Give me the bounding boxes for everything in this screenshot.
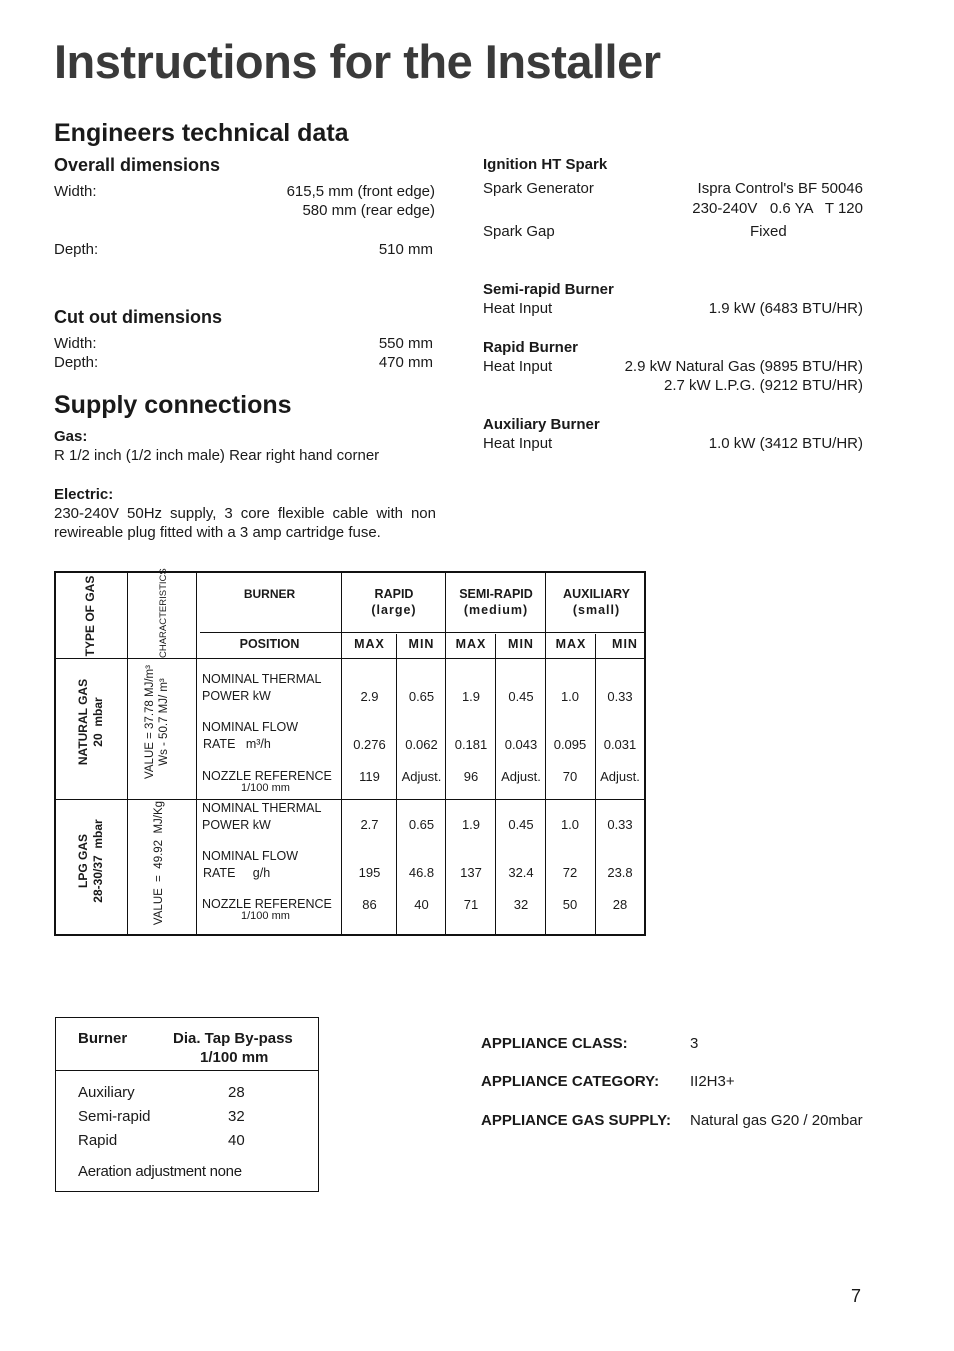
cutout-width-value: 550 mm bbox=[378, 335, 433, 352]
table-cell: 137 bbox=[460, 865, 482, 880]
table-cell: 23.8 bbox=[607, 865, 633, 880]
rapid-label: Heat Input bbox=[483, 358, 553, 375]
electric-text-line2: rewireable plug fitted with a 3 amp cartridge fuse. bbox=[54, 524, 381, 541]
table-vline bbox=[396, 634, 397, 934]
table-vline bbox=[495, 634, 496, 934]
cutout-dimensions-heading: Cut out dimensions bbox=[54, 307, 222, 327]
rapid-col-sub: (large) bbox=[371, 603, 417, 617]
burner-header: BURNER bbox=[243, 587, 296, 601]
cutout-depth-value: 470 mm bbox=[378, 354, 433, 371]
table-cell: 0.031 bbox=[603, 737, 637, 752]
rate-label: RATE g/h bbox=[203, 866, 271, 880]
table-cell: 2.7 bbox=[360, 817, 379, 832]
min-header: MIN bbox=[508, 637, 534, 651]
overall-width-label: Width: bbox=[54, 183, 97, 200]
table-cell: 0.062 bbox=[405, 737, 438, 752]
power-kw-label: POWER kW bbox=[202, 689, 271, 703]
nominal-flow-label: NOMINAL FLOW bbox=[202, 849, 299, 863]
max-header: MAX bbox=[354, 637, 385, 651]
burner-data-table bbox=[54, 568, 646, 936]
type-of-gas-header: TYPE OF GAS bbox=[83, 575, 97, 657]
cutout-depth-label: Depth: bbox=[54, 354, 99, 371]
table-cell: 1.0 bbox=[560, 817, 580, 832]
rate-label: RATE m³/h bbox=[203, 737, 271, 751]
auxiliary-col-sub: (small) bbox=[572, 603, 621, 617]
semi-rapid-value: 1.9 kW (6483 BTU/HR) bbox=[708, 300, 863, 317]
table-cell: 0.276 bbox=[353, 737, 386, 752]
table-cell: 0.33 bbox=[607, 817, 633, 832]
bypass-row-burner: Semi-rapid bbox=[78, 1108, 151, 1125]
table-cell: 0.65 bbox=[408, 817, 435, 832]
overall-width-front: 615,5 mm (front edge) bbox=[286, 183, 435, 200]
supply-connections-heading: Supply connections bbox=[54, 391, 292, 419]
spark-gap-value: Fixed bbox=[750, 223, 787, 240]
auxiliary-label: Heat Input bbox=[483, 435, 553, 452]
nozzle-reference-label: NOZZLE REFERENCE bbox=[202, 769, 332, 783]
spark-generator-value: Ispra Control's BF 50046 bbox=[697, 180, 863, 197]
section-title: Engineers technical data bbox=[54, 119, 349, 147]
min-header: MIN bbox=[612, 637, 638, 651]
table-hline bbox=[200, 632, 644, 633]
overall-width-rear: 580 mm (rear edge) bbox=[302, 202, 435, 219]
semi-rapid-heading: Semi-rapid Burner bbox=[483, 281, 614, 298]
table-cell: 28 bbox=[612, 897, 628, 912]
nominal-thermal-label: NOMINAL THERMAL bbox=[202, 672, 322, 686]
appliance-category-value: II2H3+ bbox=[690, 1073, 735, 1090]
table-cell: 72 bbox=[562, 865, 578, 880]
nozzle-unit-label: 1/100 mm bbox=[241, 910, 290, 922]
table-cell: 0.45 bbox=[508, 689, 534, 704]
table-cell: 0.181 bbox=[454, 737, 488, 752]
table-cell: 46.8 bbox=[408, 865, 435, 880]
lpg-value: VALUE = 49.92 MJ/Kg bbox=[153, 800, 165, 926]
bypass-dia-header: Dia. Tap By-pass bbox=[173, 1030, 293, 1047]
electric-text-line1: 230-240V 50Hz supply, 3 core flexible cable with non bbox=[54, 505, 436, 522]
table-vline bbox=[341, 573, 342, 934]
appliance-class-label: APPLIANCE CLASS: bbox=[481, 1035, 628, 1052]
aeration-note: Aeration adjustment none bbox=[78, 1163, 242, 1180]
table-cell: 1.9 bbox=[461, 817, 481, 832]
nominal-flow-label: NOMINAL FLOW bbox=[202, 720, 299, 734]
auxiliary-col-header: AUXILIARY bbox=[563, 587, 630, 601]
table-cell: 96 bbox=[463, 769, 479, 784]
appliance-gas-supply-value: Natural gas G20 / 20mbar bbox=[690, 1112, 863, 1129]
lpg-gas-label: LPG GAS 28-30/37 mbar bbox=[76, 819, 105, 903]
gas-text: R 1/2 inch (1/2 inch male) Rear right hand corner bbox=[54, 447, 380, 464]
semi-rapid-col-header: SEMI-RAPID bbox=[459, 587, 533, 601]
table-cell: 86 bbox=[362, 897, 377, 912]
page-title: Instructions for the Installer bbox=[54, 35, 661, 88]
table-cell: 32.4 bbox=[508, 865, 534, 880]
table-cell: 195 bbox=[358, 865, 381, 880]
rapid-value-ng: 2.9 kW Natural Gas (9895 BTU/HR) bbox=[624, 358, 863, 375]
table-cell: 71 bbox=[463, 897, 479, 912]
table-cell: 0.095 bbox=[553, 737, 587, 752]
table-cell: 119 bbox=[359, 769, 380, 784]
electric-label: Electric: bbox=[54, 486, 114, 503]
table-cell: 2.9 bbox=[360, 689, 379, 704]
rapid-heading: Rapid Burner bbox=[483, 339, 579, 356]
ignition-heading: Ignition HT Spark bbox=[483, 156, 608, 173]
spark-generator-rating: 230-240V 0.6 YA T 120 bbox=[692, 200, 863, 217]
max-header: MAX bbox=[555, 637, 587, 651]
table-vline bbox=[445, 573, 446, 934]
overall-depth-value: 510 mm bbox=[378, 241, 433, 258]
spark-gap-label: Spark Gap bbox=[483, 223, 555, 240]
bypass-row-value: 28 bbox=[228, 1084, 245, 1101]
auxiliary-value: 1.0 kW (3412 BTU/HR) bbox=[708, 435, 863, 452]
table-cell: 32 bbox=[513, 897, 529, 912]
semi-rapid-label: Heat Input bbox=[483, 300, 553, 317]
table-vline bbox=[545, 573, 546, 934]
position-header: POSITION bbox=[239, 637, 300, 651]
table-vline bbox=[196, 573, 197, 934]
table-cell: 1.9 bbox=[461, 689, 481, 704]
gas-label: Gas: bbox=[54, 428, 88, 445]
natural-gas-value: VALUE = 37.78 MJ/m³ Ws - 50.7 MJ/ m³ bbox=[144, 665, 170, 779]
max-header: MAX bbox=[455, 637, 487, 651]
nominal-thermal-label: NOMINAL THERMAL bbox=[202, 801, 322, 815]
bypass-unit-header: 1/100 mm bbox=[200, 1049, 269, 1066]
table-vline bbox=[127, 573, 128, 934]
bypass-row-value: 40 bbox=[228, 1132, 245, 1149]
table-cell: Adjust. bbox=[501, 769, 541, 784]
auxiliary-heading: Auxiliary Burner bbox=[483, 416, 600, 433]
overall-depth-label: Depth: bbox=[54, 241, 99, 258]
appliance-class-value: 3 bbox=[690, 1035, 699, 1052]
characteristics-header: CHARACTERISTICS bbox=[158, 568, 169, 658]
table-cell: 0.45 bbox=[508, 817, 534, 832]
table-cell: 50 bbox=[562, 897, 578, 912]
bypass-table bbox=[55, 1017, 319, 1192]
nozzle-reference-label: NOZZLE REFERENCE bbox=[202, 897, 332, 911]
rapid-value-lpg: 2.7 kW L.P.G. (9212 BTU/HR) bbox=[664, 377, 863, 394]
page-number: 7 bbox=[851, 1286, 862, 1306]
cutout-width-label: Width: bbox=[54, 335, 97, 352]
appliance-category-label: APPLIANCE CATEGORY: bbox=[481, 1073, 660, 1090]
table-cell: Adjust. bbox=[600, 769, 640, 784]
table-hline bbox=[56, 799, 644, 800]
bypass-divider bbox=[56, 1070, 318, 1071]
table-vline bbox=[595, 634, 596, 934]
bypass-row-value: 32 bbox=[228, 1108, 245, 1125]
nozzle-unit-label: 1/100 mm bbox=[241, 782, 290, 794]
spark-generator-label: Spark Generator bbox=[483, 180, 594, 197]
table-cell: 0.33 bbox=[607, 689, 633, 704]
table-cell: 0.65 bbox=[408, 689, 435, 704]
rapid-col-header: RAPID bbox=[374, 587, 414, 601]
table-cell: Adjust. bbox=[401, 769, 442, 784]
natural-gas-label: NATURAL GAS 20 mbar bbox=[76, 678, 105, 766]
table-cell: 1.0 bbox=[560, 689, 580, 704]
min-header: MIN bbox=[408, 637, 435, 651]
bypass-row-burner: Rapid bbox=[78, 1132, 118, 1149]
table-cell: 70 bbox=[562, 769, 578, 784]
table-cell: 0.043 bbox=[504, 737, 538, 752]
bypass-row-burner: Auxiliary bbox=[78, 1084, 135, 1101]
appliance-gas-supply-label: APPLIANCE GAS SUPPLY: bbox=[481, 1112, 672, 1129]
table-cell: 40 bbox=[414, 897, 429, 912]
power-kw-label: POWER kW bbox=[202, 818, 271, 832]
overall-dimensions-heading: Overall dimensions bbox=[54, 155, 221, 175]
semi-rapid-col-sub: (medium) bbox=[463, 603, 529, 617]
bypass-burner-header: Burner bbox=[78, 1030, 128, 1047]
